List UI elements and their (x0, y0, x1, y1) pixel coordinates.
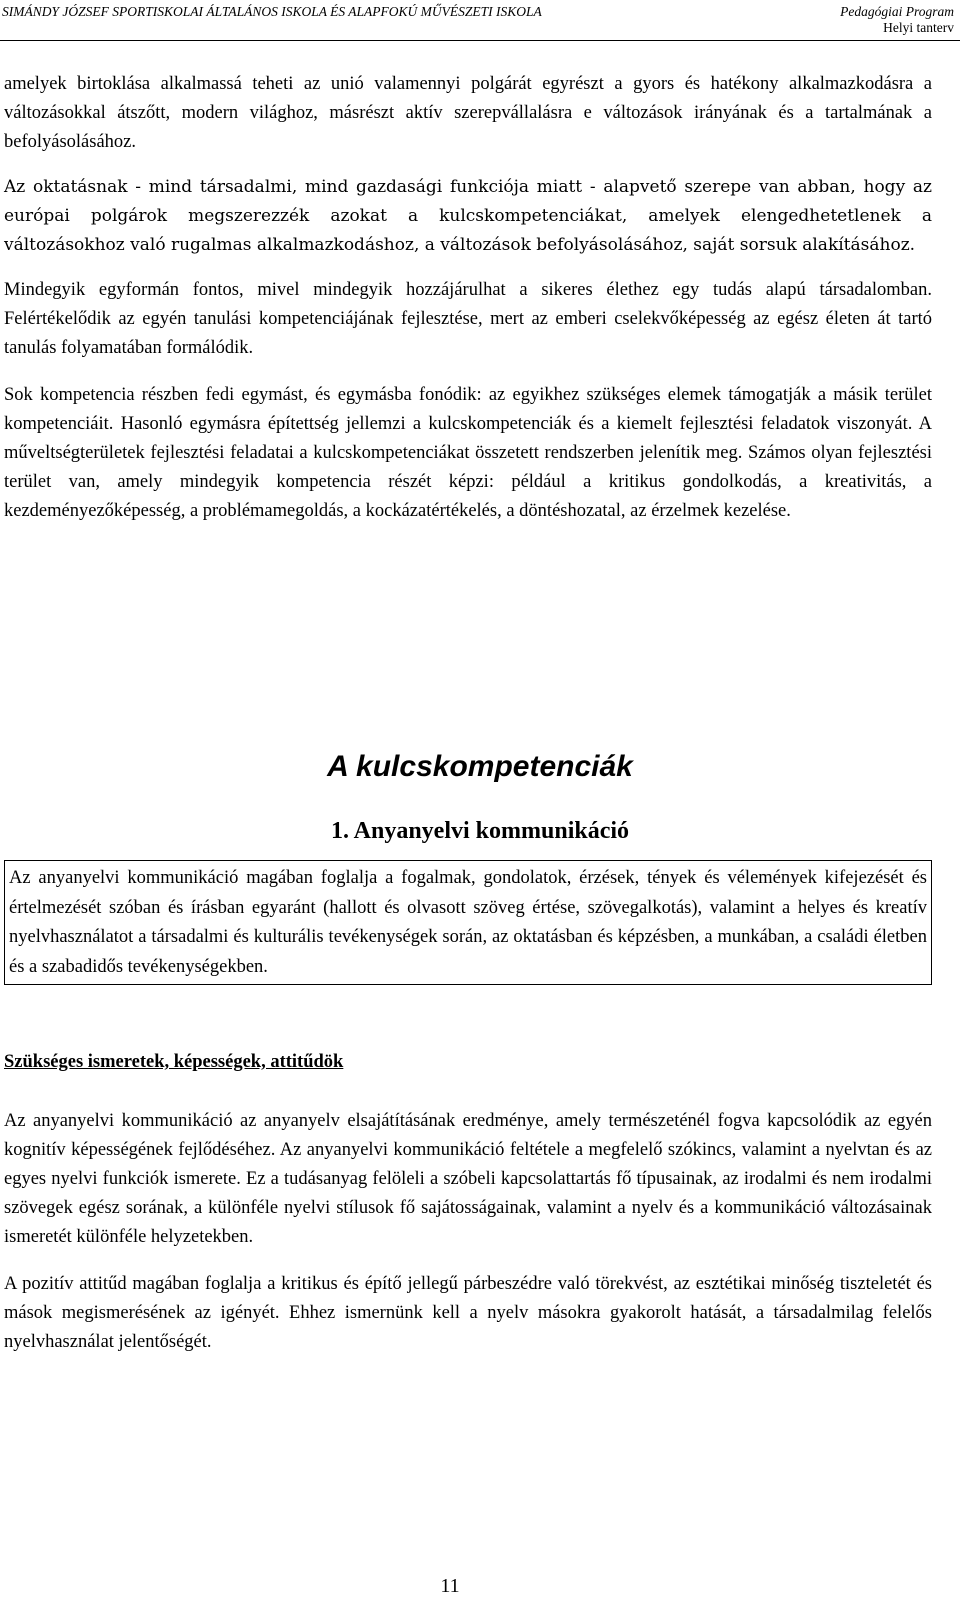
body-text (4, 70, 932, 526)
document-subtype: Helyi tanterv (883, 20, 954, 35)
paragraph: amelyek birtoklása alkalmassá teheti az unió valamennyi polgárát egyrészt a gyors és hatékony alkalmazkodásra a változásokkal átszőtt, modern világhoz, másrészt aktív szerepvállalásra e változások irányának és a tartalmának a befolyásolásához. (4, 74, 932, 152)
school-name: SIMÁNDY JÓZSEF SPORTISKOLAI ÁLTALÁNOS ISKOLA ÉS ALAPFOKÚ MŰVÉSZETI ISKOLA (2, 4, 542, 19)
document-label (840, 4, 954, 36)
subheading: Szükséges ismeretek, képességek, attitűdök (4, 1052, 344, 1072)
body-text-2 (4, 1107, 932, 1357)
paragraph: Az oktatásnak - mind társadalmi, mind gazdasági funkciója miatt - alapvető szerepe van abban, hogy az európai polgárok megszerezzék azokat a kulcskompetenciákat, amelyek elengedhetetlenek a változásokhoz való rugalmas alkalmazkodáshoz, a változások befolyásolásához, saját sorsuk alakításához. (4, 177, 932, 255)
section-title: 1. Anyanyelvi kommunikáció (330, 818, 630, 844)
paragraph: Mindegyik egyformán fontos, mivel mindegyik hozzájárulhat a sikeres élethez egy tudás alapú társadalomban. Felértékelődik az egyén tanulási kompetenciájának fejlesztése, mert az emberi cselekvőképesség az egész életen át tartó tanulás folyamatában formálódik. (4, 280, 932, 358)
paragraph: Sok kompetencia részben fedi egymást, és egymásba fonódik: az egyikhez szükséges elemek támogatják a másik terület kompetenciáit. Hasonló egymásra építettség jellemzi a kulcskompetenciák és a kiemelt fejlesztési feladatok viszonyát. A műveltségterületek fejlesztési feladatai a kulcskompetenciákat összetett rendszerben jelenítik meg. Számos olyan fejlesztési terület van, amely mindegyik kompetencia részét képzi: például a kritikus gondolkodás, a kreativitás, a kezdeményezőképesség, a problémamegoldás, a kockázatértékelés, a döntéshozatal, az érzelmek kezelése. (4, 385, 932, 521)
page-number: 11 (440, 1575, 460, 1597)
definition-box: Az anyanyelvi kommunikáció magában foglalja a fogalmak, gondolatok, érzések, tények és vélemények kifejezését és értelmezését szóban és írásban egyaránt (hallott és olvasott szöveg értése, szövegalkotás), valamint a helyes és kreatív nyelvhasználatot a társadalmi és kulturális tevékenységek során, az oktatásban és képzésben, a munkában, a családi életben és a szabadidős tevékenységekben. (4, 860, 932, 985)
header-rule (0, 40, 960, 41)
document-type: Pedagógiai Program (840, 4, 954, 19)
main-title: A kulcskompetenciák (327, 750, 633, 783)
paragraph: Az anyanyelvi kommunikáció az anyanyelv elsajátításának eredménye, amely természeténél fogva kapcsolódik az egyén kognitív képességének fejlődéséhez. Az anyanyelvi kommunikáció feltétele a megfelelő szókincs, valamint a nyelvtan és az egyes nyelvi funkciók ismerete. Ez a tudásanyag felöleli a szóbeli kapcsolattartás fő típusainak, az irodalmi és nem irodalmi szövegek egész sorának, a különféle nyelvi stílusok fő sajátosságainak, valamint a nyelv és a kommunikáció változásainak ismeretét különféle helyzetekben. (4, 1111, 932, 1247)
paragraph: A pozitív attitűd magában foglalja a kritikus és építő jellegű párbeszédre való törekvést, az esztétikai minőség tiszteletét és mások megismerésének az igényét. Ehhez ismernünk kell a nyelv másokra gyakorolt hatását, a társadalmilag felelős nyelvhasználat jelentőségét. (4, 1274, 932, 1352)
page-header (0, 0, 960, 46)
